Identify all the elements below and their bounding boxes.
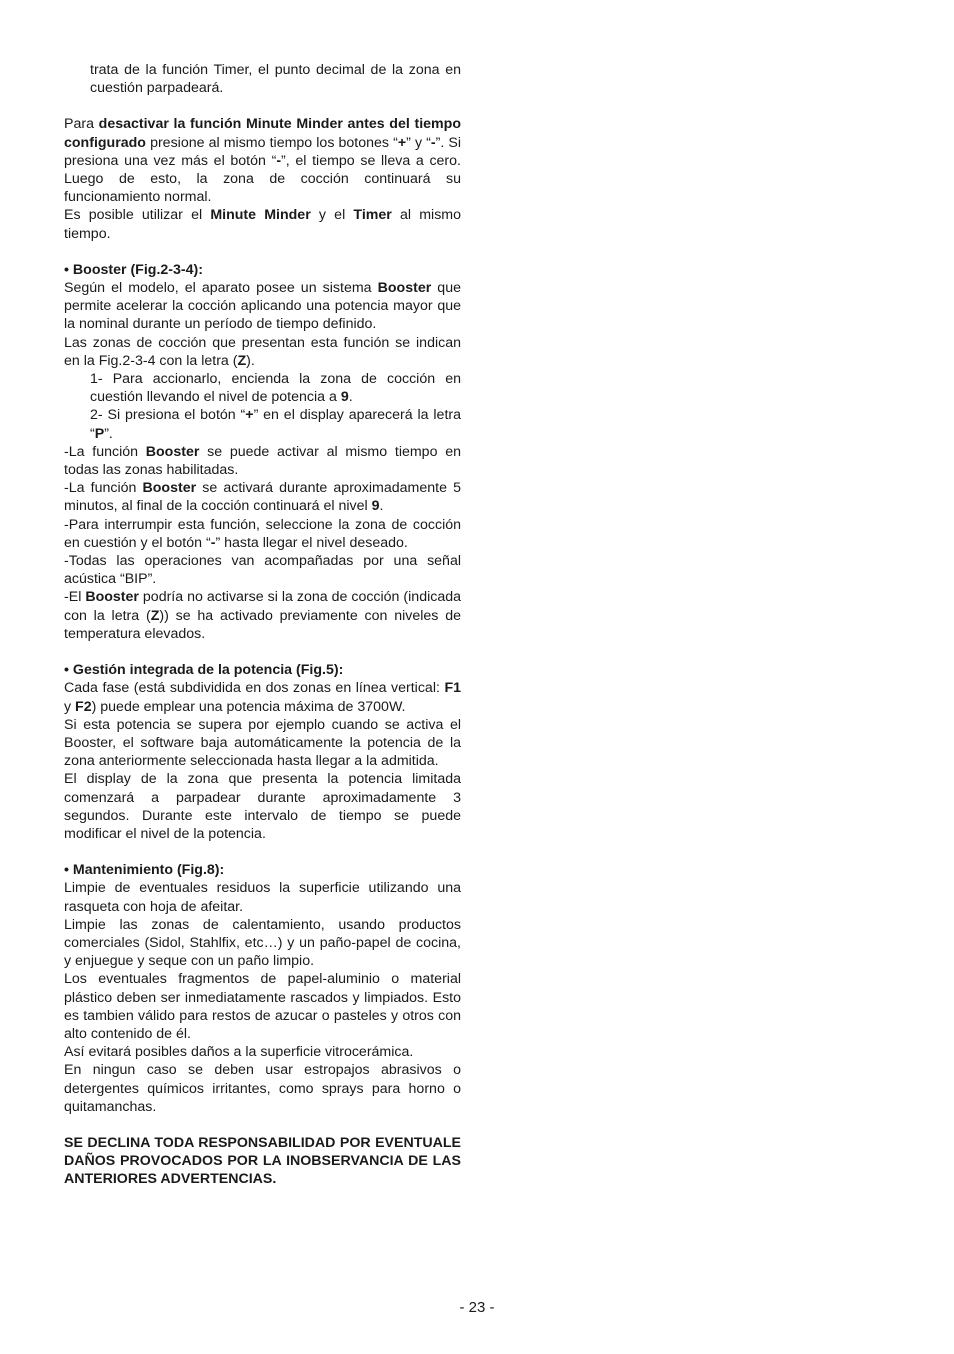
- maintenance-heading: • Mantenimiento (Fig.8):: [64, 862, 225, 879]
- power-paragraph-1: Cada fase (está subdividida en dos zonas en línea vertical: F1 y F2) puede emplear una potencia máxima de 3700W.: [64, 680, 461, 715]
- booster-note-1: -La función Booster se puede activar al mismo tiempo en todas las zonas habilitadas.: [64, 443, 461, 479]
- timer-continuation: trata de la función Timer, el punto decimal de la zona en cuestión parpadeará.: [90, 62, 461, 97]
- maintenance-paragraph-3: Los eventuales fragmentos de papel-aluminio o material plástico deben ser inmediatamente rascados y limpiados. Esto es tambien válido para restos de azucar o pasteles y otros con alto contenido de él.: [64, 971, 461, 1042]
- booster-heading: • Booster (Fig.2-3-4):: [64, 261, 203, 278]
- maintenance-paragraph-1: Limpie de eventuales residuos la superficie utilizando una rasqueta con hoja de afeitar.: [64, 880, 461, 915]
- minute-minder-deactivate: Para desactivar la función Minute Minder antes del tiempo configurado presione al mismo tiempo los botones “+” y “-”. Si presiona una vez más el botón “-”, el tiempo se lleva a cero. Luego de esto, la zona de cocción continuará su funcionamiento normal.: [64, 116, 461, 206]
- booster-note-4: -Todas las operaciones van acompañadas por una señal acústica “BIP”.: [64, 553, 461, 588]
- booster-note-5: -El Booster podría no activarse si la zona de cocción (indicada con la letra (Z)) se ha activado previamente con niveles de temperatura elevados.: [64, 589, 462, 642]
- maintenance-paragraph-5: En ningun caso se deben usar estropajos abrasivos o detergentes químicos irritantes, como sprays para horno o quitamanchas.: [64, 1062, 461, 1115]
- liability-warning: SE DECLINA TODA RESPONSABILIDAD POR EVENTUALE DAÑOS PROVOCADOS POR LA INOBSERVANCIA DE LAS ANTERIORES ADVERTENCIAS.: [64, 1134, 461, 1188]
- booster-step-2: 2- Si presiona el botón “+” en el display aparecerá la letra “P”.: [90, 407, 461, 442]
- maintenance-paragraph-2: Limpie las zonas de calentamiento, usando productos comerciales (Sidol, Stahlfix, etc…) y un paño-papel de cocina, y enjuegue y seque con un paño limpio.: [64, 916, 461, 970]
- power-heading: • Gestión integrada de la potencia (Fig.5):: [64, 662, 344, 679]
- power-paragraph-2: Si esta potencia se supera por ejemplo cuando se activa el Booster, el software baja automáticamente la potencia de la zona anteriormente seleccionada hasta llegar a la admitida.: [64, 716, 461, 770]
- booster-step-1: 1- Para accionarlo, encienda la zona de cocción en cuestión llevando el nivel de potencia a 9.: [90, 371, 461, 406]
- booster-note-2: -La función Booster se activará durante aproximadamente 5 minutos, al final de la cocción continuará el nivel 9.: [64, 480, 461, 515]
- booster-intro: Según el modelo, el aparato posee un sistema Booster que permite acelerar la cocción aplicando una potencia mayor que la nominal durante un período de tiempo definido.: [64, 280, 461, 333]
- power-paragraph-3: El display de la zona que presenta la potencia limitada comenzará a parpadear durante aproximadamente 3 segundos. Durante este intervalo de tiempo se puede modificar el nivel de la potencia.: [64, 771, 461, 842]
- text-column: [64, 61, 461, 1189]
- booster-note-3: -Para interrumpir esta función, seleccione la zona de cocción en cuestión y el botón “-” hasta llegar el nivel deseado.: [64, 516, 461, 551]
- minute-minder-timer-note: Es posible utilizar el Minute Minder y el Timer al mismo tiempo.: [64, 207, 462, 242]
- booster-zones: Las zonas de cocción que presentan esta función se indican en la Fig.2-3-4 con la letra (Z).: [64, 334, 461, 369]
- page-number: - 23 -: [459, 1299, 495, 1316]
- maintenance-paragraph-4: Así evitará posibles daños a la superficie vitrocerámica.: [64, 1044, 414, 1061]
